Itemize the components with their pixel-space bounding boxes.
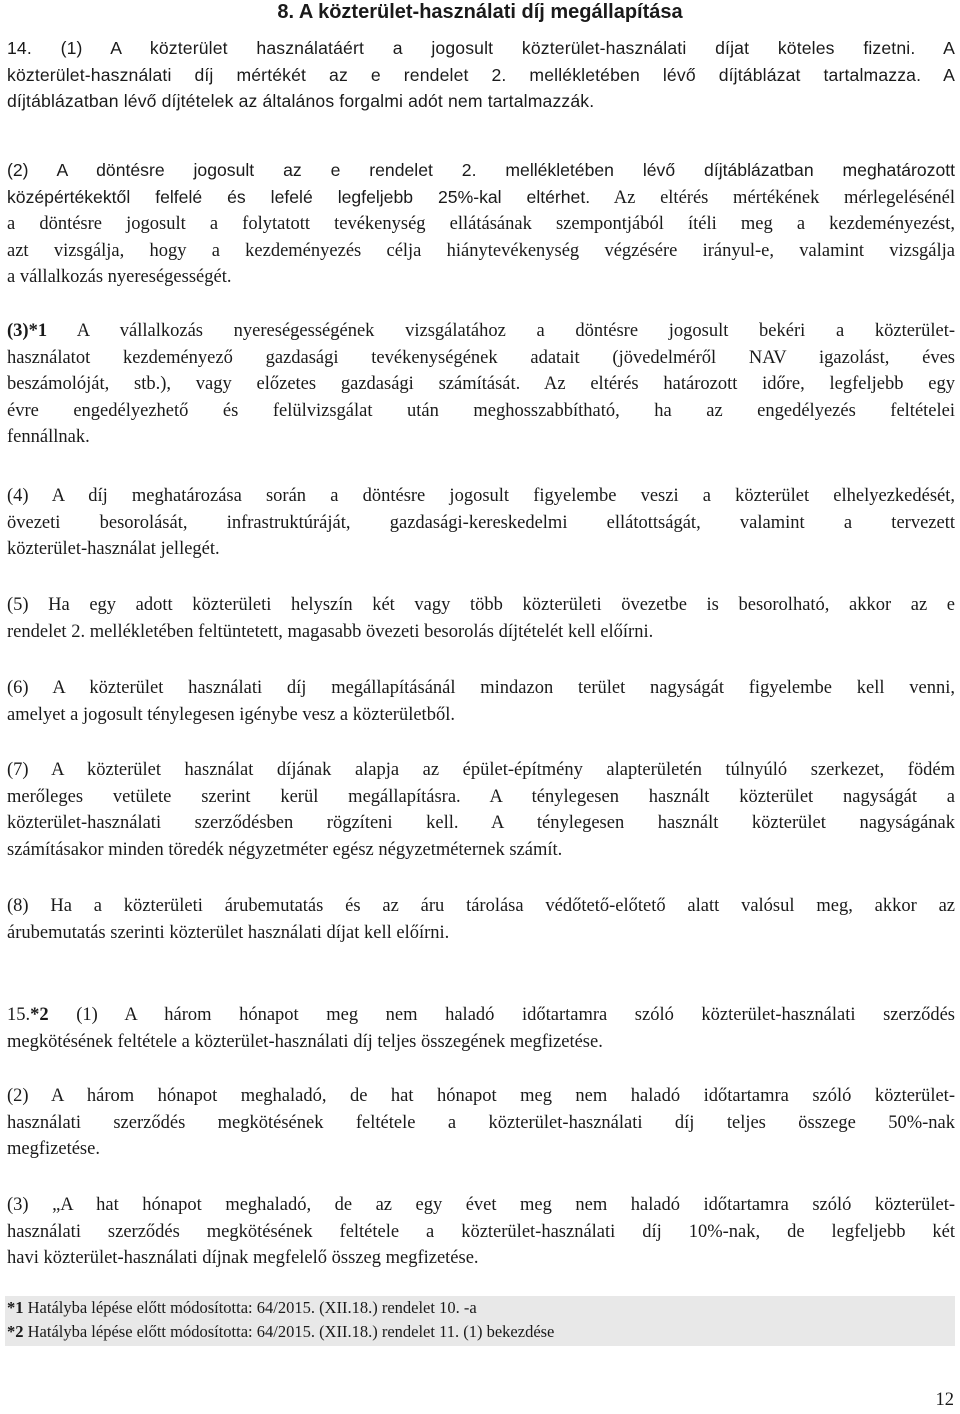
footnote-text: Hatályba lépése előtt módosította: 64/2015. (XII.18.) rendelet 10. -a <box>23 1298 477 1317</box>
text-segment: Az eltérés mértékének mérlegelésénél <box>590 187 955 208</box>
text-line: közterület-használati szerződésben rögzíteni kell. A ténylegesen használt közterület nagyságának <box>7 813 955 834</box>
text-line: amelyet a jogosult ténylegesen igénybe vesz a közterületből. <box>7 704 455 725</box>
text-line: megkötésének feltétele a közterület-használati díj teljes összegének megfizetése. <box>7 1031 603 1052</box>
text-line: 14. (1) A közterület használatáért a jogosult közterület-használati díjat köteles fizetni. A <box>7 38 955 58</box>
text-line: rendelet 2. mellékletében feltüntetett, magasabb övezeti besorolás díjtételét kell előírni. <box>7 621 654 642</box>
footnote-2 <box>5 1320 955 1344</box>
text-line: használati szerződés megkötésének feltétele a közterület-használati díj 10%-nak, de legfeljebb két <box>7 1221 955 1242</box>
footnote-text: Hatályba lépése előtt módosította: 64/2015. (XII.18.) rendelet 11. (1) bekezdése <box>23 1322 555 1341</box>
text-line: használatot kezdeményező gazdasági tevékenységének adatait (jövedelméről NAV igazolást, éves <box>7 347 955 368</box>
text-segment: (1) A három hónapot meg nem haladó időtartamra szóló közterület-használati szerződés <box>48 1005 955 1025</box>
footnote-ref[interactable]: (3)*1 <box>7 321 48 341</box>
paragraph-14-2 <box>7 157 955 291</box>
text-line <box>7 1002 955 1029</box>
text-line: közterület-használati díj mértékét az e rendelet 2. mellékletében lévő díjtáblázat tartalmazza. A <box>7 64 955 85</box>
paragraph-14-4 <box>7 483 955 563</box>
text-line: azt vizsgálja, hogy a kezdeményezés célja hiánytevékenység végzésére irányul-e, valamint vizsgálja <box>7 240 955 261</box>
text-line: (2) A döntésre jogosult az e rendelet 2. mellékletében lévő díjtáblázatban meghatározott <box>7 160 955 180</box>
text-line: havi közterület-használati díjnak megfelelő összeg megfizetése. <box>7 1248 479 1269</box>
text-line: (6) A közterület használati díj megállapításánál mindazon terület nagyságát figyelembe kell venni, <box>7 678 955 698</box>
text-line: közterület-használat jellegét. <box>7 539 220 560</box>
paragraph-14-8 <box>7 893 955 946</box>
text-line: (7) A közterület használat díjának alapja az épület-építmény alapterületén túlnyúló szerkezet, födém <box>7 760 955 780</box>
paragraph-15-1 <box>7 1002 955 1055</box>
text-line: megfizetése. <box>7 1139 100 1160</box>
text-line: fennállnak. <box>7 427 90 448</box>
page-number: 12 <box>935 1390 954 1410</box>
text-line: a döntésre jogosult a folytatott tevékenység ellátásának szempontjából ítéli meg a kezdeményezést, <box>7 214 955 235</box>
text-line: árubemutatás szerinti közterület használati díjat kell előírni. <box>7 922 450 943</box>
paragraph-15-2 <box>7 1083 955 1163</box>
text-line: merőleges vetülete szerint kerül megállapításra. A ténylegesen használt közterület nagyságát a <box>7 786 955 807</box>
paragraph-15-3 <box>7 1192 955 1272</box>
paragraph-14-6 <box>7 675 955 728</box>
text-line: (3) „A hat hónapot meghaladó, de az egy évet meg nem haladó időtartamra szóló közterület- <box>7 1195 955 1215</box>
footnote-mark: *2 <box>7 1322 24 1341</box>
paragraph-14-3 <box>7 318 955 451</box>
text-line: évre engedélyezhető és felülvizsgálat után meghosszabbítható, ha az engedélyezés feltételei <box>7 400 955 421</box>
footnote-1 <box>5 1296 955 1320</box>
text-line: (5) Ha egy adott közterületi helyszín két vagy több közterületi övezetbe is besorolható, akkor az e <box>7 595 955 615</box>
text-line: (2) A három hónapot meghaladó, de hat hónapot meg nem haladó időtartamra szóló közterület- <box>7 1086 955 1106</box>
text-line: (8) Ha a közterületi árubemutatás és az áru tárolása védőtető-előtető alatt valósul meg, akkor az <box>7 896 955 916</box>
footnotes-box <box>5 1296 955 1346</box>
text-line: a vállalkozás nyereségességét. <box>7 267 232 288</box>
text-line: (4) A díj meghatározása során a döntésre jogosult figyelembe veszi a közterület elhelyezkedését, <box>7 486 955 506</box>
text-segment: A vállalkozás nyereségességének vizsgálatához a döntésre jogosult bekéri a közterület- <box>47 321 955 341</box>
paragraph-14-1 <box>7 35 955 115</box>
text-line: díjtáblázatban lévő díjtételek az általános forgalmi adót nem tartalmazzák. <box>7 91 595 112</box>
footnote-ref[interactable]: *2 <box>30 1005 49 1025</box>
footnote-mark: *1 <box>7 1298 24 1317</box>
paragraph-14-7 <box>7 757 955 863</box>
text-line <box>7 318 955 345</box>
text-line: beszámolóját, stb.), vagy előzetes gazdasági számítását. Az eltérés határozott időre, legfeljebb egy <box>7 374 955 395</box>
paragraph-14-5 <box>7 592 955 645</box>
text-line: használati szerződés megkötésének feltétele a közterület-használati díj teljes összege 50%-nak <box>7 1112 955 1133</box>
section-title: 8. A közterület-használati díj megállapítása <box>277 1 683 23</box>
text-line <box>7 184 955 212</box>
text-segment: középértékektől felfelé és lefelé legfeljebb 25%-kal eltérhet. <box>7 186 591 207</box>
text-line: övezeti besorolását, infrastruktúráját, gazdasági-kereskedelmi ellátottságát, valamint a tervezett <box>7 512 955 533</box>
text-line: számításakor minden töredék négyzetméter egész négyzetméternek számít. <box>7 839 563 860</box>
section-number: 15. <box>7 1005 31 1025</box>
